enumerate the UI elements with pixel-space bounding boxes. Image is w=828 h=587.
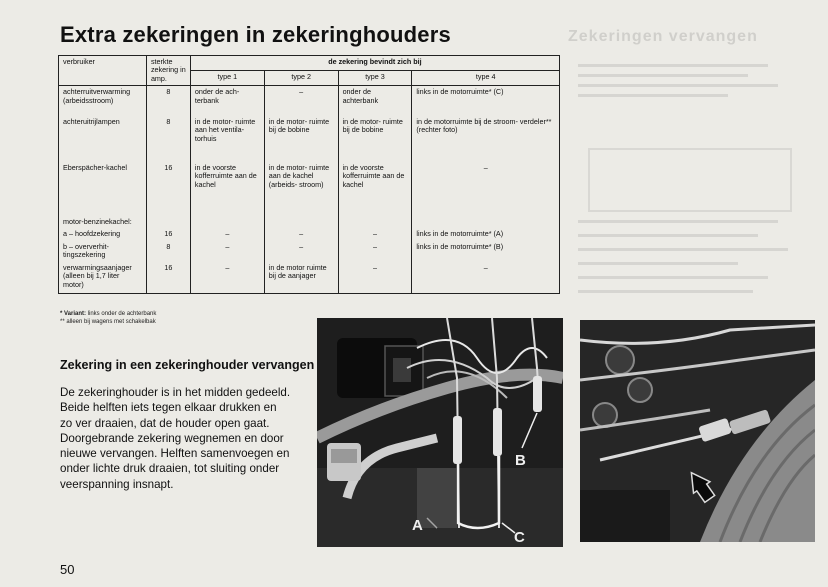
cell-type2: in de motor- ruimte bij de bobine: [264, 116, 338, 162]
cell-type3: [338, 216, 412, 228]
cell-type2: –: [264, 241, 338, 262]
section-title: Zekering in een zekeringhouder vervangen: [60, 358, 315, 372]
cell-type2: –: [264, 228, 338, 240]
cell-type1: in de motor- ruimte aan het ventila- torhuis: [190, 116, 264, 162]
col-header-type1: type 1: [190, 71, 264, 86]
table-row: [59, 228, 560, 240]
cell-type4: links in de motorruimte* (A): [412, 228, 560, 240]
cell-type3: in de voorste kofferruimte aan de kachel: [338, 162, 412, 216]
table-row: [59, 262, 560, 294]
cell-type2: –: [264, 86, 338, 116]
cell-type2: [264, 216, 338, 228]
cell-type1: –: [190, 241, 264, 262]
photo-label-b: B: [515, 452, 526, 469]
cell-consumer: b – oververhit- tingszekering: [59, 241, 147, 262]
footnotes: [60, 310, 156, 326]
cell-type2: in de motor ruimte bij de aanjager: [264, 262, 338, 294]
col-header-type4: type 4: [412, 71, 560, 86]
photo-fuse-holders: [317, 318, 563, 547]
photo-label-c: C: [514, 529, 525, 546]
cell-amp: 8: [146, 116, 190, 162]
cell-consumer: achteruitrijlampen: [59, 116, 147, 162]
cell-amp: 16: [146, 228, 190, 240]
footnote-variant-mark: * Variant:: [60, 311, 87, 317]
cell-consumer: verwarmingsaanjager (alleen bij 1,7 liter motor): [59, 262, 147, 294]
cell-type2: in de motor- ruimte aan de kachel (arbeids- stroom): [264, 162, 338, 216]
cell-amp: 8: [146, 241, 190, 262]
table-row: [59, 116, 560, 162]
cell-type3: in de motor- ruimte bij de bobine: [338, 116, 412, 162]
col-header-type2: type 2: [264, 71, 338, 86]
col-header-location: de zekering bevindt zich bij: [190, 56, 559, 71]
cell-type4: –: [412, 162, 560, 216]
cell-amp: [146, 216, 190, 228]
table-row: [59, 162, 560, 216]
footnote-variant: [60, 310, 156, 318]
cell-type4: –: [412, 262, 560, 294]
cell-type4: in de motorruimte bij de stroom- verdeler** (rechter foto): [412, 116, 560, 162]
cell-type1: [190, 216, 264, 228]
col-header-amp: sterkte zekering in amp.: [146, 56, 190, 86]
cell-type1: in de voorste kofferruimte aan de kachel: [190, 162, 264, 216]
cell-type3: –: [338, 228, 412, 240]
cell-type4: links in de motorruimte* (B): [412, 241, 560, 262]
footnote-variant-text: links onder de achterbank: [86, 311, 157, 317]
cell-type4: links in de motorruimte* (C): [412, 86, 560, 116]
cell-type4: [412, 216, 560, 228]
cell-type1: onder de ach- terbank: [190, 86, 264, 116]
cell-amp: 8: [146, 86, 190, 116]
cell-type3: –: [338, 241, 412, 262]
page-number: 50: [60, 562, 75, 577]
table-row: [59, 241, 560, 262]
cell-consumer: achterruitverwarming (arbeidsstroom): [59, 86, 147, 116]
bleed-through-text: [568, 20, 828, 320]
table-row: [59, 216, 560, 228]
cell-type3: onder de achterbank: [338, 86, 412, 116]
table-row: [59, 86, 560, 116]
photo-distributor-fuse: [580, 320, 815, 542]
cell-type3: –: [338, 262, 412, 294]
col-header-consumer: verbruiker: [59, 56, 147, 86]
page-title: Extra zekeringen in zekeringhouders: [60, 22, 451, 47]
col-header-type3: type 3: [338, 71, 412, 86]
cell-amp: 16: [146, 162, 190, 216]
cell-consumer: Eberspächer-kachel: [59, 162, 147, 216]
cell-type1: –: [190, 228, 264, 240]
cell-amp: 16: [146, 262, 190, 294]
cell-type1: –: [190, 262, 264, 294]
footnote-gearbox: ** alleen bij wagens met schakelbak: [60, 319, 156, 326]
photo-label-a: A: [412, 517, 423, 534]
body-text: De zekeringhouder is in het midden gedeeld. Beide helften iets tegen elkaar drukken en zo ver draaien, dat de houder open gaat. Doorgebrande zekering wegnemen en door nieuwe vervangen. Helften samenvoegen en onder lichte druk draaien, tot sluiting onder veerspanning insnapt.: [60, 386, 291, 491]
cell-consumer: motor-benzinekachel:: [59, 216, 147, 228]
fuse-table: [58, 55, 560, 294]
cell-consumer: a – hoofdzekering: [59, 228, 147, 240]
bleed-title: Zekeringen vervangen: [568, 28, 758, 45]
